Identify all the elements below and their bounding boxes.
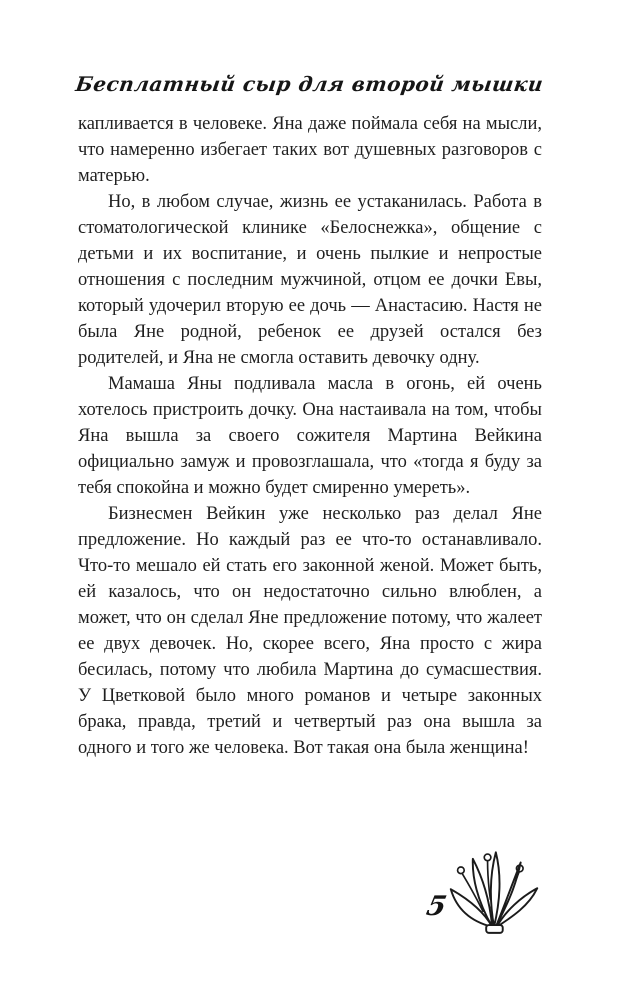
paragraph: Мамаша Яны подливала масла в огонь, ей очень хотелось пристроить дочку. Она настаивала на том, чтобы Яна вышла за своего сожителя Мартина Вейкина официально замуж и провозглашала, что «тогда я буду за тебя спокойна и можно будет смиренно умереть».: [78, 374, 542, 498]
page-number: 5: [423, 891, 450, 922]
body-text: [78, 111, 542, 761]
running-head-title: Бесплатный сыр для второй мышки: [74, 72, 545, 96]
paragraph: капливается в человеке. Яна даже поймала себя на мысли, что намеренно избегает таких вот душевных разговоров с матерью.: [78, 114, 542, 186]
paragraph: Бизнесмен Вейкин уже несколько раз делал Яне предложение. Но каждый раз ее что-то останавливало. Что-то мешало ей стать его законной женой. Может быть, ей казалось, что он недостаточно сильно влюблен, а может, что он сделал Яне предложение потому, что жалеет ее двух девочек. Но, скорее всего, Яна просто с жира бесилась, потому что любила Мартина до сумасшествия. У Цветковой было много романов и четыре законных брака, правда, третий и четвертый раз она вышла за одного и того же человека. Вот такая она была женщина!: [78, 504, 542, 758]
lotus-flower-icon: [448, 848, 540, 934]
paragraph: Но, в любом случае, жизнь ее устаканилась. Работа в стоматологической клинике «Белоснежка», общение с детьми и их воспитание, и очень пылкие и непростые отношения с последним мужчиной, отцом ее дочки Евы, который удочерил вторую ее дочь — Анастасию. Настя не была Яне родной, ребенок ее друзей остался без родителей, и Яна не смогла оставить девочку одну.: [78, 192, 542, 368]
